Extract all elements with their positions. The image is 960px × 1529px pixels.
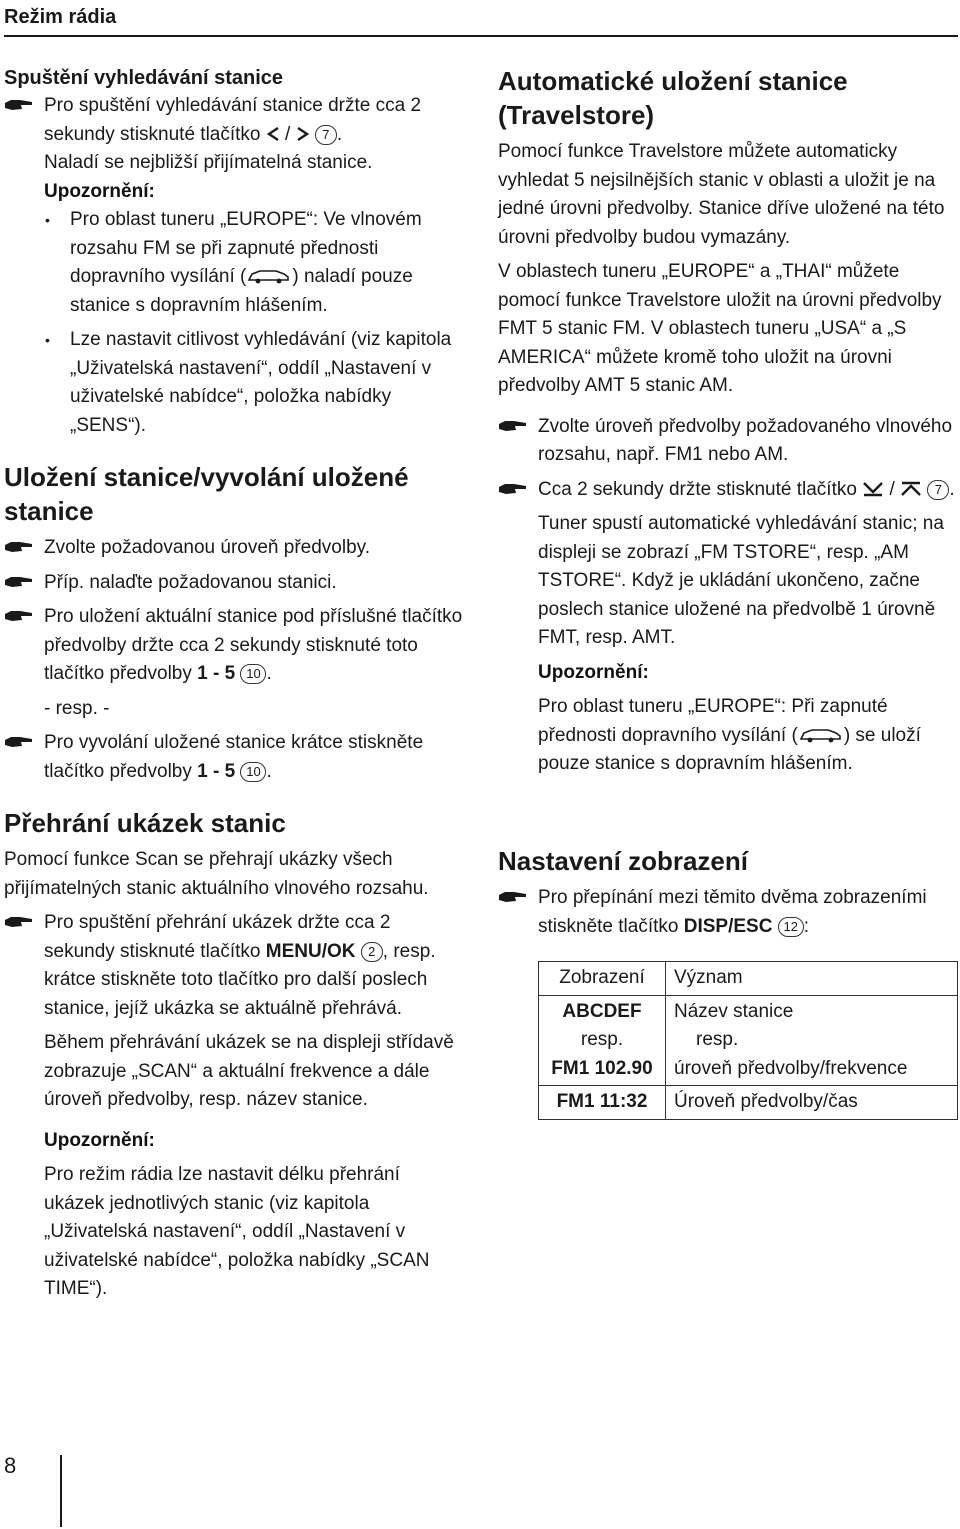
step-tune-station: Příp. nalaďte požadovanou stanici. [4, 569, 464, 598]
note-label: Upozornění: [44, 180, 155, 202]
table-row [539, 1086, 958, 1120]
travelstore-intro: Pomocí funkce Travelstore můžete automaticky vyhledat 5 nejsilnějších stanic v oblasti a uložit je na jedné úrovni předvolby. Stanice dříve uložené na této úrovni předvolby budou vymazány. [498, 141, 945, 248]
travelstore-regions: V oblastech tuneru „EUROPE“ a „THAI“ můžete pomocí funkce Travelstore uložit na úrovni předvolby FMT 5 stanic FM. V oblastech tuneru „USA“ a „S AMERICA“ můžete kromě toho uložit na úrovni předvolby AMT 5 stanic AM. [498, 261, 942, 396]
note-label: Upozornění: [538, 661, 649, 683]
scan-display-text: Během přehrávání ukázek se na displeji střídavě zobrazuje „SCAN“ a aktuální frekvence a dále úroveň předvolby, resp. název stanice. [44, 1032, 454, 1110]
table-cell: Název stanice resp. úroveň předvolby/frekvence [666, 995, 958, 1086]
travelstore-result: Tuner spustí automatické vyhledávání stanic; na displeji se zobrazí „FM TSTORE“, resp. „AM TSTORE“. Když je ukládání ukončeno, začne poslech stanice uložené na předvolbě 1 úrovně FMT, resp. AMT. [538, 513, 944, 648]
pointing-hand-icon [4, 539, 34, 555]
table-header-cell: Význam [666, 962, 958, 996]
step-save-station: Pro uložení aktuální stanice pod příslušné tlačítko předvolby držte cca 2 sekundy stisknuté toto tlačítko předvolby 1 - 5 10 . [4, 603, 464, 689]
scan-note-text: Pro režim rádia lze nastavit délku přehrání ukázek jednotlivých stanic (viz kapitola „Uživatelská nastavení“, oddíl „Nastavení v uživatelské nabídce“, položka nabídky „SCAN TIME“). [44, 1164, 430, 1299]
traffic-car-icon [798, 727, 844, 743]
pointing-hand-icon [498, 889, 528, 905]
table-header-row [539, 962, 958, 996]
bullet-traffic-priority: • Pro oblast tuneru „EUROPE“: Ve vlnovém rozsahu FM se při zapnuté přednosti dopravního vysílání ( ) naladí pouze stanice s dopravním hlášením. [4, 206, 464, 320]
table-cell: Úroveň předvolby/čas [666, 1086, 958, 1120]
button-number-badge: 2 [361, 942, 383, 962]
pointing-hand-icon [4, 734, 34, 750]
chevron-left-icon [266, 126, 280, 142]
step-select-level: Zvolte požadovanou úroveň předvolby. [4, 534, 464, 563]
traffic-car-icon [246, 268, 292, 284]
chevron-down-bar-icon [862, 481, 884, 497]
chevron-up-bar-icon [900, 481, 922, 497]
note-label: Upozornění: [44, 1129, 155, 1151]
right-column [498, 64, 958, 779]
search-result-text: Naladí se nejbližší přijímatelná stanice. [44, 152, 373, 173]
resp-separator: - resp. - [44, 697, 110, 719]
pointing-hand-icon [498, 481, 528, 497]
section-title-scan: Přehrání ukázek stanic [4, 808, 286, 838]
section-title-display: Nastavení zobrazení [498, 846, 748, 876]
step-hold-travelstore: Cca 2 sekundy držte stisknuté tlačítko / 7 . [498, 476, 958, 505]
section-title-station-search: Spuštění vyhledávání stanice [4, 67, 283, 89]
step-start-scan: Pro spuštění přehrání ukázek držte cca 2 sekundy stisknuté tlačítko MENU/OK 2 , resp. krátce stiskněte toto tlačítko pro další poslech stanice, jejíž ukázka se aktuálně přehrává. [4, 909, 464, 1023]
button-number-badge: 7 [315, 125, 337, 145]
step-toggle-display: Pro přepínání mezi těmito dvěma zobrazeními stiskněte tlačítko DISP/ESC 12 : [498, 884, 958, 941]
footer-rule [60, 1455, 62, 1527]
pointing-hand-icon [4, 608, 34, 624]
right-column-lower [498, 844, 958, 1120]
page-header: Režim rádia [4, 6, 117, 28]
button-number-badge: 12 [778, 917, 804, 937]
step-recall-station: Pro vyvolání uložené stanice krátce stiskněte tlačítko předvolby 1 - 5 10 . [4, 729, 464, 786]
table-cell: ABCDEF resp. FM1 102.90 [539, 995, 666, 1086]
table-cell: FM1 11:32 [539, 1086, 666, 1120]
section-title-store-station: Uložení stanice/vyvolání uložené stanice [4, 462, 409, 526]
scan-intro: Pomocí funkce Scan se přehrají ukázky všech přijímatelných stanic aktuálního vlnového rozsahu. [4, 849, 429, 899]
table-header-cell: Zobrazení [539, 962, 666, 996]
button-number-badge: 7 [927, 480, 949, 500]
display-table [538, 961, 958, 1120]
step-start-search: Pro spuštění vyhledávání stanice držte cca 2 sekundy stisknuté tlačítko / 7 . [4, 92, 464, 149]
step-select-band: Zvolte úroveň předvolby požadovaného vlnového rozsahu, např. FM1 nebo AM. [498, 413, 958, 470]
travelstore-note: Pro oblast tuneru „EUROPE“: Při zapnuté přednosti dopravního vysílání ( ) se uloží pouze stanice s dopravním hlášením. [538, 696, 921, 774]
chevron-right-icon [296, 126, 310, 142]
section-title-travelstore: Automatické uložení stanice (Travelstore) [498, 66, 848, 130]
pointing-hand-icon [498, 418, 528, 434]
pointing-hand-icon [4, 914, 34, 930]
table-row [539, 995, 958, 1086]
button-number-badge: 10 [240, 762, 266, 782]
page-number: 8 [4, 1453, 17, 1478]
pointing-hand-icon [4, 97, 34, 113]
button-number-badge: 10 [240, 664, 266, 684]
bullet-sensitivity: • Lze nastavit citlivost vyhledávání (viz kapitola „Uživatelská nastavení“, oddíl „Nastavení v uživatelské nabídce“, položka nabídky „SENS“). [4, 326, 464, 440]
header-rule [4, 35, 958, 37]
pointing-hand-icon [4, 574, 34, 590]
left-column [4, 64, 464, 1304]
